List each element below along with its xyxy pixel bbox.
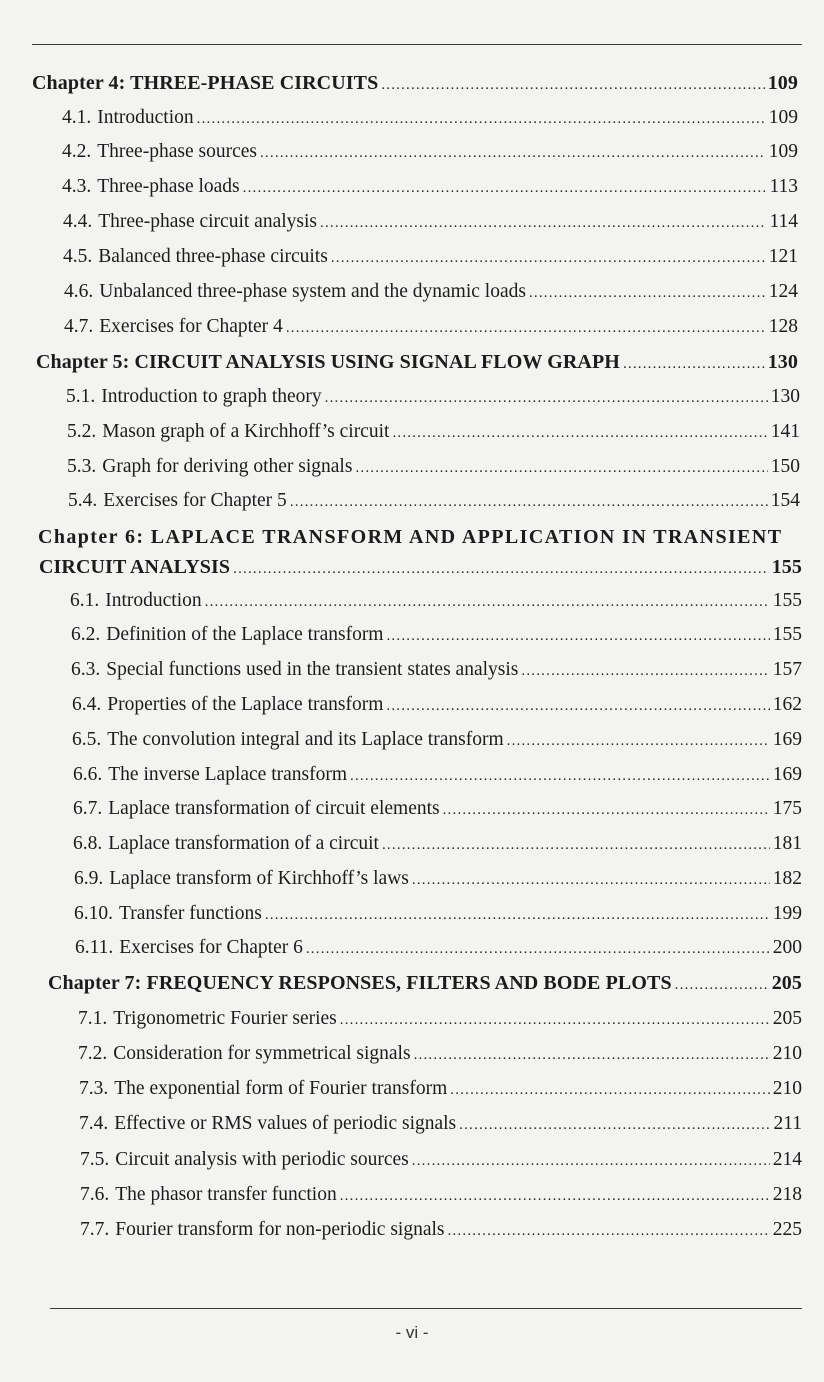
page-ref: 114: [769, 211, 798, 232]
section-title: The phasor transfer function: [115, 1184, 337, 1205]
toc-section[interactable]: [66, 386, 800, 416]
section-number: 4.7.: [64, 316, 94, 337]
chapter-title: Chapter 5: CIRCUIT ANALYSIS USING SIGNAL FLOW GRAPH: [36, 351, 620, 373]
section-number: 5.1.: [66, 386, 96, 407]
section-title: The convolution integral and its Laplace transform: [107, 729, 504, 750]
page-ref: 113: [769, 176, 798, 197]
dot-leader: [529, 285, 766, 302]
page-ref: 155: [771, 556, 802, 578]
page-ref: 205: [771, 972, 802, 994]
toc-section[interactable]: [72, 694, 802, 724]
toc-section[interactable]: [73, 764, 802, 794]
section-number: 6.10.: [74, 903, 113, 924]
page-ref: 155: [772, 624, 802, 645]
dot-leader: [350, 768, 770, 785]
dot-leader: [243, 180, 767, 197]
section-title: Fourier transform for non-periodic signals: [115, 1219, 445, 1240]
section-title: Laplace transformation of a circuit: [108, 833, 379, 854]
toc-chapter-4[interactable]: [32, 72, 798, 102]
page-number: - vi -: [395, 1323, 429, 1342]
toc-section[interactable]: [67, 456, 800, 486]
toc-section[interactable]: [80, 1149, 802, 1179]
page-ref: 121: [768, 246, 798, 267]
toc-section[interactable]: [80, 1219, 802, 1249]
dot-leader: [443, 802, 770, 819]
dot-leader: [392, 425, 767, 442]
dot-leader: [340, 1012, 770, 1029]
section-number: 6.8.: [73, 833, 103, 854]
page-ref: 205: [772, 1008, 802, 1029]
dot-leader: [507, 733, 770, 750]
toc-section[interactable]: [78, 1008, 802, 1038]
section-number: 5.4.: [68, 490, 98, 511]
toc-section[interactable]: [74, 868, 802, 898]
page-ref: 150: [770, 456, 800, 477]
page-ref: 210: [772, 1078, 802, 1099]
page-ref: 181: [772, 833, 802, 854]
toc-section[interactable]: [63, 211, 798, 241]
section-number: 4.1.: [62, 107, 92, 128]
section-number: 7.2.: [78, 1043, 108, 1064]
dot-leader: [331, 250, 766, 267]
toc-section[interactable]: [72, 729, 802, 759]
dot-leader: [386, 628, 769, 645]
section-number: 4.5.: [63, 246, 93, 267]
page-ref: 169: [772, 764, 802, 785]
bottom-rule: [50, 1308, 802, 1309]
page-ref: 128: [768, 316, 798, 337]
section-title: Three-phase loads: [97, 176, 240, 197]
toc-section[interactable]: [79, 1113, 802, 1143]
toc-section[interactable]: [71, 659, 802, 689]
toc-section[interactable]: [75, 937, 802, 967]
page-ref: 154: [770, 490, 800, 511]
section-title: Consideration for symmetrical signals: [113, 1043, 411, 1064]
section-title: Special functions used in the transient states analysis: [106, 659, 519, 680]
dot-leader: [290, 494, 768, 511]
dot-leader: [233, 561, 769, 578]
dot-leader: [325, 390, 768, 407]
section-title: Circuit analysis with periodic sources: [115, 1149, 409, 1170]
section-title: Definition of the Laplace transform: [106, 624, 384, 645]
section-title: Properties of the Laplace transform: [107, 694, 384, 715]
section-number: 7.4.: [79, 1113, 109, 1134]
dot-leader: [286, 320, 766, 337]
section-number: 6.7.: [73, 798, 103, 819]
section-number: 7.5.: [80, 1149, 110, 1170]
chapter-title-line-1: Chapter 6: LAPLACE TRANSFORM AND APPLICATION IN TRANSIENT: [38, 526, 783, 548]
section-title: Exercises for Chapter 6: [119, 937, 303, 958]
page-ref: 199: [772, 903, 802, 924]
section-number: 7.3.: [79, 1078, 109, 1099]
page-ref: 200: [772, 937, 802, 958]
toc-section[interactable]: [74, 903, 802, 933]
toc-chapter-7[interactable]: [48, 972, 802, 1002]
section-title: Three-phase sources: [97, 141, 257, 162]
dot-leader: [412, 1153, 770, 1170]
section-number: 6.11.: [75, 937, 114, 958]
dot-leader: [414, 1047, 770, 1064]
toc-section[interactable]: [62, 176, 798, 206]
toc-section[interactable]: [78, 1043, 802, 1073]
dot-leader: [355, 460, 767, 477]
section-number: 5.3.: [67, 456, 97, 477]
page-ref: 214: [772, 1149, 802, 1170]
dot-leader: [265, 907, 770, 924]
page-ref: 182: [772, 868, 802, 889]
section-title: Laplace transform of Kirchhoff’s laws: [109, 868, 409, 889]
section-title: Laplace transformation of circuit elements: [108, 798, 440, 819]
toc-section[interactable]: [73, 833, 802, 863]
section-number: 6.1.: [70, 590, 100, 611]
section-number: 4.6.: [64, 281, 94, 302]
page-ref: 210: [772, 1043, 802, 1064]
page-ref: 175: [772, 798, 802, 819]
page-ref: 225: [772, 1219, 802, 1240]
dot-leader: [386, 698, 769, 715]
page-ref: 109: [768, 107, 798, 128]
section-number: 6.5.: [72, 729, 102, 750]
toc-section[interactable]: [63, 246, 798, 276]
section-title: The exponential form of Fourier transform: [114, 1078, 448, 1099]
section-number: 6.4.: [72, 694, 102, 715]
chapter-title: Chapter 7: FREQUENCY RESPONSES, FILTERS AND BODE PLOTS: [48, 972, 672, 994]
section-title: Exercises for Chapter 4: [99, 316, 283, 337]
section-title: Mason graph of a Kirchhoff’s circuit: [102, 421, 390, 442]
dot-leader: [675, 977, 769, 994]
toc-chapter-6-line-1[interactable]: [38, 526, 802, 549]
page-ref: 124: [768, 281, 798, 302]
dot-leader: [448, 1223, 770, 1240]
page-ref: 130: [770, 386, 800, 407]
dot-leader: [260, 145, 766, 162]
section-title: Introduction: [97, 107, 194, 128]
section-title: Trigonometric Fourier series: [113, 1008, 337, 1029]
section-number: 6.2.: [71, 624, 101, 645]
page-ref: 157: [772, 659, 802, 680]
toc-section[interactable]: [62, 141, 798, 171]
section-title: Exercises for Chapter 5: [103, 490, 287, 511]
dot-leader: [340, 1188, 770, 1205]
section-title: Introduction: [105, 590, 202, 611]
section-title: The inverse Laplace transform: [108, 764, 348, 785]
page-ref: 141: [770, 421, 800, 442]
dot-leader: [205, 594, 770, 611]
page-ref: 169: [772, 729, 802, 750]
toc-section[interactable]: [80, 1184, 802, 1214]
page-ref: 211: [773, 1113, 802, 1134]
dot-leader: [381, 77, 764, 94]
toc-section[interactable]: [64, 316, 798, 346]
dot-leader: [521, 663, 769, 680]
section-number: 5.2.: [67, 421, 97, 442]
toc-section[interactable]: [62, 107, 798, 137]
section-number: 4.2.: [62, 141, 92, 162]
section-title: Effective or RMS values of periodic signals: [114, 1113, 457, 1134]
section-title: Three-phase circuit analysis: [98, 211, 317, 232]
section-number: 7.1.: [78, 1008, 108, 1029]
section-title: Introduction to graph theory: [101, 386, 322, 407]
chapter-title: Chapter 4: THREE-PHASE CIRCUITS: [32, 72, 379, 94]
page-ref: 162: [772, 694, 802, 715]
section-title: Unbalanced three-phase system and the dynamic loads: [99, 281, 526, 302]
page-ref: 218: [772, 1184, 802, 1205]
section-number: 6.6.: [73, 764, 103, 785]
dot-leader: [459, 1117, 770, 1134]
section-number: 7.7.: [80, 1219, 110, 1240]
dot-leader: [197, 111, 766, 128]
toc-section[interactable]: [70, 590, 802, 620]
dot-leader: [382, 837, 770, 854]
page-ref: 109: [768, 141, 798, 162]
toc-section[interactable]: [64, 281, 798, 311]
chapter-title: CIRCUIT ANALYSIS: [39, 556, 231, 578]
toc-section[interactable]: [79, 1078, 802, 1108]
section-number: 6.9.: [74, 868, 104, 889]
dot-leader: [306, 941, 770, 958]
toc-section[interactable]: [67, 421, 800, 451]
section-title: Transfer functions: [119, 903, 262, 924]
toc-chapter-6[interactable]: [39, 556, 802, 586]
toc-section[interactable]: [71, 624, 802, 654]
section-title: Graph for deriving other signals: [102, 456, 353, 477]
section-number: 4.3.: [62, 176, 92, 197]
dot-leader: [320, 215, 766, 232]
dot-leader: [450, 1082, 769, 1099]
page-ref: 155: [772, 590, 802, 611]
section-number: 7.6.: [80, 1184, 110, 1205]
toc-section[interactable]: [68, 490, 800, 520]
toc-section[interactable]: [73, 798, 802, 828]
section-number: 6.3.: [71, 659, 101, 680]
page-ref: 109: [767, 72, 798, 94]
page-ref: 130: [767, 351, 798, 373]
dot-leader: [623, 356, 765, 373]
section-number: 4.4.: [63, 211, 93, 232]
dot-leader: [412, 872, 770, 889]
section-title: Balanced three-phase circuits: [98, 246, 328, 267]
toc-chapter-5[interactable]: [36, 351, 798, 381]
